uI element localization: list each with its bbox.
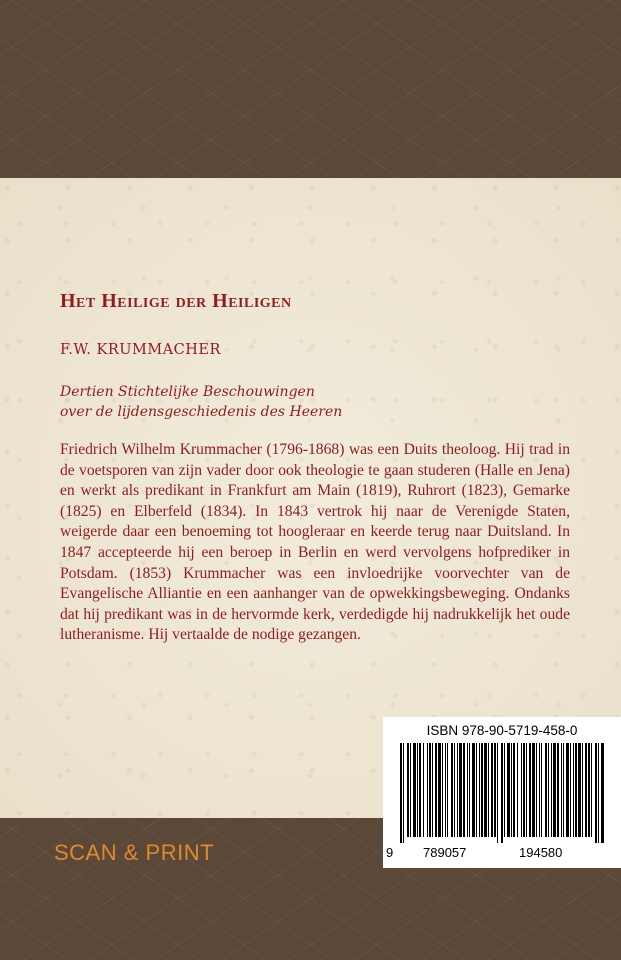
barcode-bar — [481, 743, 483, 837]
barcode-bar — [566, 743, 569, 837]
barcode-bar — [484, 743, 487, 837]
barcode-bar — [410, 743, 411, 837]
barcode-bar — [551, 743, 552, 837]
barcode-bar — [507, 743, 510, 837]
barcode-bar — [532, 743, 535, 837]
barcode-bar — [417, 743, 418, 837]
barcode-bar — [432, 743, 433, 837]
book-subtitle — [60, 382, 342, 422]
barcode-bar — [459, 743, 462, 837]
barcode-bar — [598, 743, 599, 843]
barcode-bar — [467, 743, 468, 837]
barcode-bar — [521, 743, 522, 837]
barcode-bar — [588, 743, 590, 837]
barcode-bar — [557, 743, 559, 837]
barcode-bar — [479, 743, 480, 837]
book-author: F.W. KRUMMACHER — [60, 342, 221, 358]
barcode-bar — [427, 743, 428, 837]
barcode-bar — [582, 743, 583, 837]
barcode-bar — [573, 743, 574, 837]
barcode-bar — [445, 743, 446, 837]
barcode-bar — [457, 743, 458, 837]
barcode-bar — [438, 743, 441, 837]
barcode-bar — [454, 743, 455, 837]
barcode-digit-group-2: 194580 — [519, 845, 563, 860]
subtitle-line-2: over de lijdensgeschiedenis des Heeren — [60, 404, 343, 420]
barcode-bar — [513, 743, 515, 837]
barcode-bar — [423, 743, 424, 837]
isbn-label: ISBN 978-90-5719-458-0 — [426, 723, 578, 738]
barcode-bar — [400, 743, 402, 843]
barcode-bar — [504, 743, 505, 837]
barcode-bar — [563, 743, 564, 837]
subtitle-line-1: Dertien Stichtelijke Beschouwingen — [60, 384, 315, 400]
barcode-bar — [442, 743, 443, 837]
barcode-bar — [526, 743, 527, 837]
barcode-bar — [570, 743, 571, 837]
barcode-bar — [511, 743, 512, 837]
barcode-bar — [536, 743, 537, 837]
barcode-bar — [488, 743, 489, 837]
barcode-bar — [595, 743, 597, 843]
barcode-bar — [523, 743, 525, 837]
book-description: Friedrich Wilhelm Krummacher (1796-1868) was een Duits theoloog. Hij trad in de voetsporen van zijn vader door ook theologie te gaan studeren (Halle en Jena) en werkt als predikant in Frankfurt am Main (1819), Ruhrort (1823), Gemarke (1825) en Elberfeld (1834). In 1843 vertrok hij naar de Verenigde Staten, weigerde daar een benoeming tot hoogleraar en keerde terug naar Duitsland. In 1847 accepteerde hij een beroep in Berlin en werd vervolgens hofprediker in Potsdam. (1853) Krummacher was een invloedrijke voorvechter van de Evangelische Alliantie en een aanhanger van de opwekkingsbeweging. Ondanks dat hij predikant was in de hervormde kerk, verdedigde hij nadrukkelijk het oude lutheranisme. Hij vertaalde de nodige gezangen. — [60, 441, 570, 644]
barcode-bar — [419, 743, 421, 837]
barcode-bar — [476, 743, 477, 837]
barcode-bar — [553, 743, 556, 837]
barcode-bar — [497, 743, 498, 843]
barcode-bar — [429, 743, 431, 837]
barcode-bar — [561, 743, 562, 837]
barcode-digit-first: 9 — [386, 845, 394, 860]
barcode-bar — [463, 743, 465, 837]
barcode-bar — [541, 743, 542, 837]
barcode-bar — [447, 743, 448, 837]
barcode-bar — [435, 743, 437, 837]
barcode-bar — [407, 743, 409, 837]
barcode-bar — [494, 743, 496, 837]
barcode-bar — [529, 743, 531, 837]
barcode-bar — [585, 743, 587, 837]
top-brown-band — [0, 0, 621, 178]
barcode-bar — [413, 743, 416, 837]
barcode-bar — [469, 743, 470, 837]
barcode-bar — [501, 743, 503, 843]
barcode-bar — [545, 743, 547, 837]
barcode-bar — [539, 743, 540, 837]
barcode-bar — [578, 743, 581, 837]
barcode-bar — [601, 743, 604, 843]
barcode-bar — [517, 743, 518, 837]
barcode-bar — [472, 743, 475, 837]
barcode-digit-group-1: 789057 — [423, 845, 467, 860]
book-title: Het Heilige der Heiligen — [60, 290, 292, 312]
publisher-logo: SCAN & PRINT — [54, 840, 215, 865]
barcode-bar — [491, 743, 493, 837]
barcode-bar — [591, 743, 592, 837]
barcode-bar — [575, 743, 577, 837]
barcode-bar — [403, 743, 404, 843]
barcode-bar — [548, 743, 549, 837]
barcode-bar — [451, 743, 453, 837]
barcode-bars — [396, 743, 608, 843]
isbn-barcode — [383, 717, 621, 868]
